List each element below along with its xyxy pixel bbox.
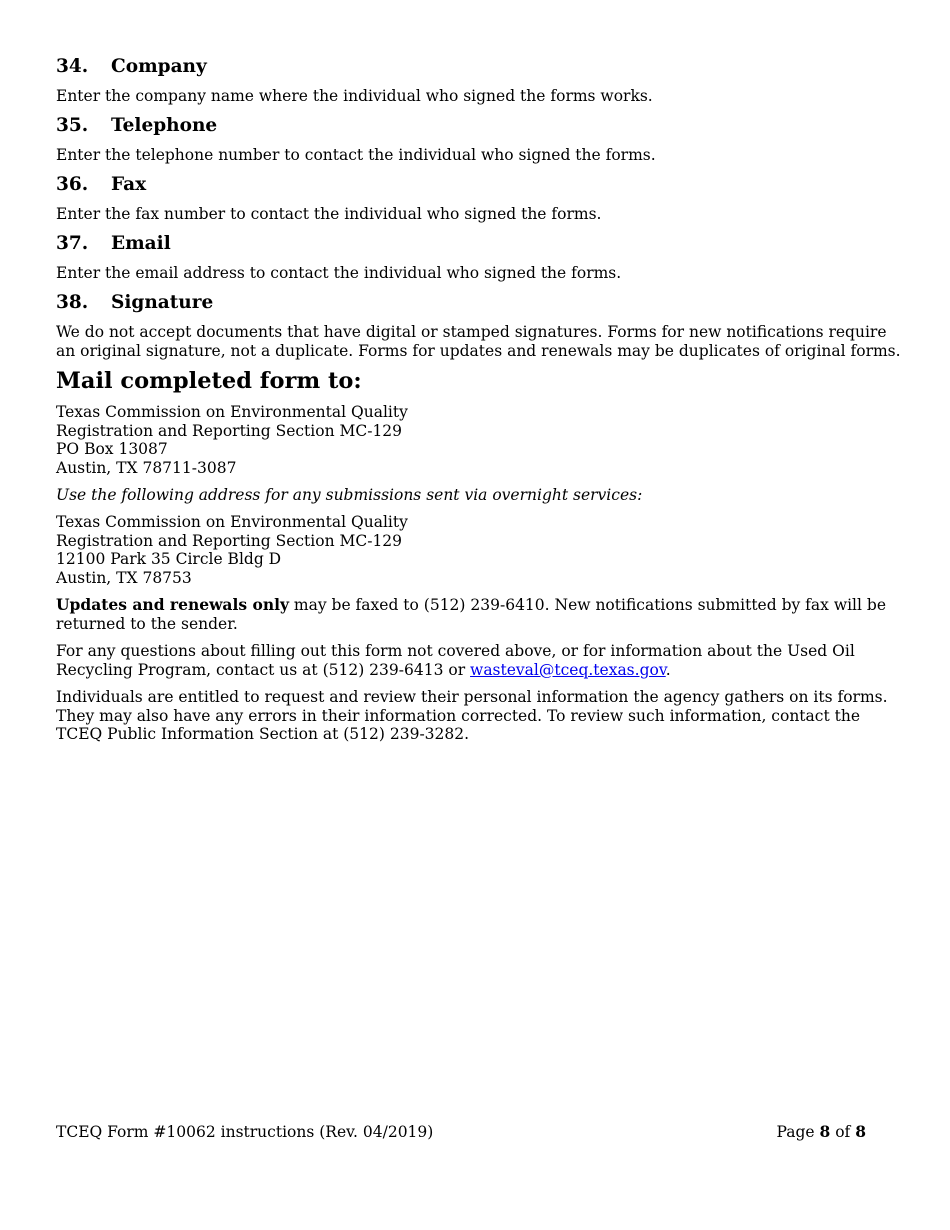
- email-link[interactable]: wasteval@tceq.texas.gov: [470, 660, 666, 679]
- item-35: [56, 114, 906, 165]
- page-total: 8: [855, 1122, 866, 1141]
- address-line: Registration and Reporting Section MC-129: [56, 531, 403, 550]
- mailing-address: [56, 403, 906, 477]
- overnight-address: [56, 513, 906, 587]
- item-text: Enter the email address to contact the individual who signed the forms.: [56, 264, 622, 282]
- item-heading: [56, 291, 906, 315]
- questions-end: .: [665, 660, 671, 679]
- item-34: [56, 55, 906, 106]
- form-id: TCEQ Form #10062 instructions (Rev. 04/2019): [56, 1123, 434, 1141]
- item-38: [56, 291, 906, 360]
- address-line: Austin, TX 78711-3087: [56, 458, 237, 477]
- address-line: 12100 Park 35 Circle Bldg D: [56, 550, 282, 568]
- fax-note-bold: Updates and renewals only: [56, 595, 289, 614]
- item-text: Enter the telephone number to contact the individual who signed the forms.: [56, 146, 656, 164]
- fax-note: [56, 596, 906, 633]
- item-number: 34.: [56, 56, 89, 77]
- item-number: 35.: [56, 115, 89, 136]
- questions-text: For any questions about filling out this form not covered above, or for information about the Used Oil Recycling Program, contact us at (512) 239-6413 or: [56, 642, 855, 679]
- address-line: PO Box 13087: [56, 440, 168, 458]
- overnight-note: Use the following address for any submissions sent via overnight services:: [56, 486, 643, 504]
- address-line: Registration and Reporting Section MC-129: [56, 421, 403, 440]
- address-line: Austin, TX 78753: [56, 568, 192, 587]
- item-heading: [56, 55, 906, 79]
- item-number: 36.: [56, 174, 89, 195]
- address-line: Texas Commission on Environmental Quality: [56, 403, 408, 421]
- page-of: of: [830, 1123, 856, 1141]
- item-title: Fax: [111, 174, 147, 195]
- item-title: Company: [111, 56, 207, 77]
- item-number: 38.: [56, 292, 89, 313]
- page-footer: [56, 1122, 866, 1142]
- mail-heading: Mail completed form to:: [56, 368, 362, 394]
- item-36: [56, 173, 906, 224]
- item-title: Email: [111, 233, 171, 254]
- fax-note-text: may be faxed to (512) 239-6410. New notifications submitted by fax will be returned to the sender.: [56, 596, 886, 633]
- page-label: Page: [776, 1123, 820, 1141]
- questions-note: [56, 642, 906, 679]
- item-heading: [56, 232, 906, 256]
- item-title: Telephone: [111, 115, 218, 136]
- item-heading: [56, 114, 906, 138]
- page-current: 8: [819, 1122, 831, 1141]
- item-text: Enter the fax number to contact the individual who signed the forms.: [56, 205, 602, 223]
- item-37: [56, 232, 906, 283]
- item-number: 37.: [56, 233, 89, 254]
- page-number: [776, 1122, 866, 1142]
- item-heading: [56, 173, 906, 197]
- item-text: Enter the company name where the individual who signed the forms works.: [56, 87, 653, 105]
- item-title: Signature: [111, 292, 214, 313]
- item-text: We do not accept documents that have digital or stamped signatures. Forms for new notifications require an original signature, not a duplicate. Forms for updates and renewals may be duplicates of original forms.: [56, 323, 901, 360]
- privacy-note: Individuals are entitled to request and review their personal information the agency gathers on its forms. They may also have any errors in their information corrected. To review such information, contact the TCEQ Public Information Section at (512) 239-3282.: [56, 688, 888, 743]
- address-line: Texas Commission on Environmental Quality: [56, 513, 408, 531]
